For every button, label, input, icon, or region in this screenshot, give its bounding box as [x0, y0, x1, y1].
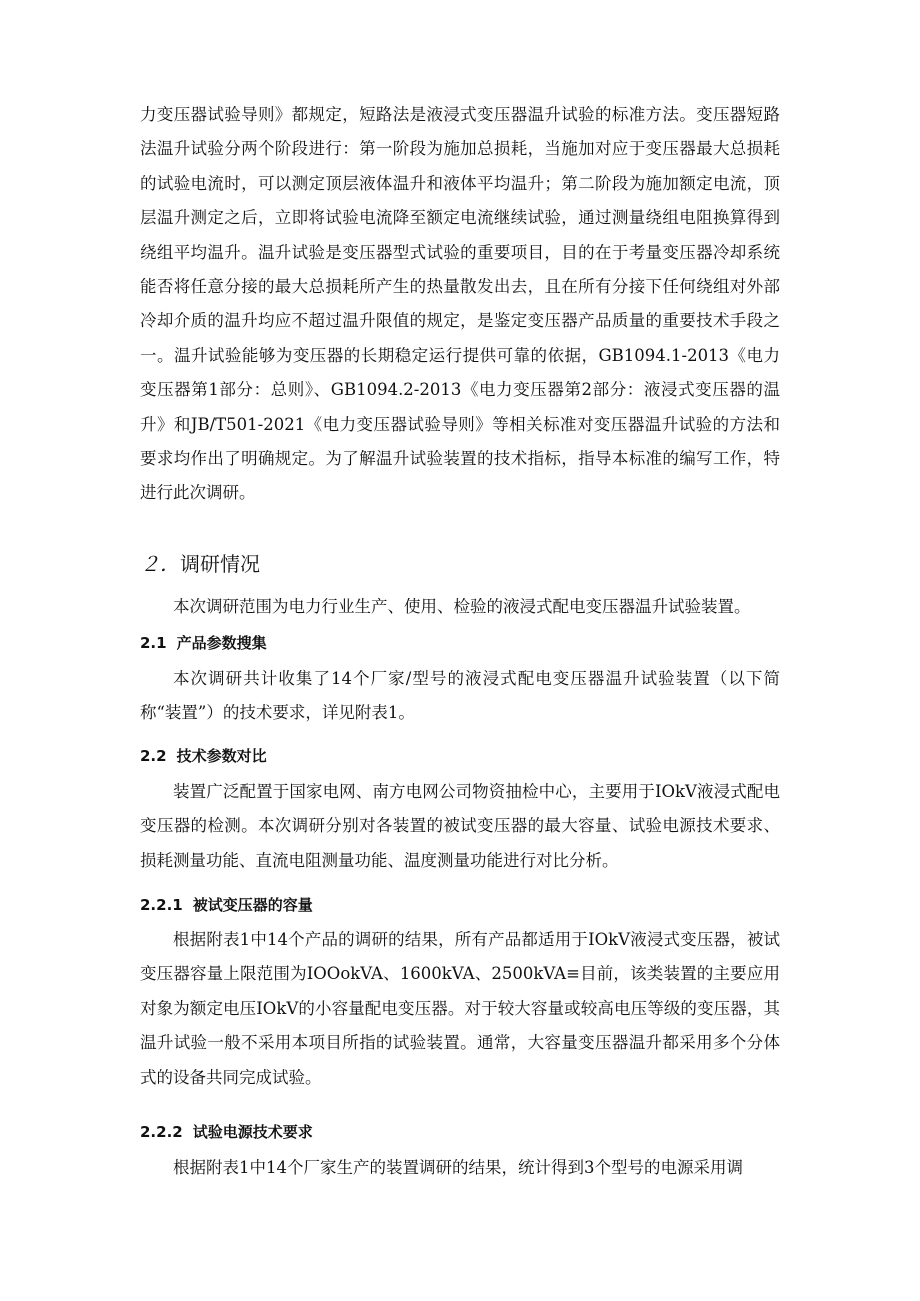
section-2-2-2-number: 2.2.2: [140, 1123, 183, 1141]
section-2-2-number: 2.2: [140, 747, 167, 765]
section-2-2-1-number: 2.2.1: [140, 896, 183, 914]
survey-scope-paragraph: 本次调研范围为电力行业生产、使用、检验的液浸式配电变压器温升试验装置。: [173, 597, 751, 616]
section-2-number: ２．: [140, 552, 180, 576]
section-2-2-2-paragraph: 根据附表1中14个厂家生产的装置调研的结果，统计得到3个型号的电源采用调: [173, 1158, 743, 1177]
section-2-2-title: 技术参数对比: [176, 747, 267, 765]
section-2-2-1-paragraph: 根据附表1中14个产品的调研的结果，所有产品都适用于IOkV液浸式变压器，被试变压器容量上限范围为IOOokVA、1600kVA、2500kVA≡目前，该类装置的主要应用对象为额定电压IOkV的小容量配电变压器。对于较大容量或较高电压等级的变压器，其温升试验一般不采用本项目所指的试验装置。通常，大容量变压器温升都采用多个分体式的设备共同完成试验。: [140, 930, 780, 1087]
section-2-2-1-heading: [140, 890, 313, 920]
section-2-2-heading: [140, 741, 267, 771]
section-2-2-paragraph: 装置广泛配置于国家电网、南方电网公司物资抽检中心，主要用于IOkV液浸式配电变压器的检测。本次调研分别对各装置的被试变压器的最大容量、试验电源技术要求、损耗测量功能、直流电阻测量功能、温度测量功能进行对比分析。: [140, 782, 780, 870]
section-2-1-title: 产品参数搜集: [176, 634, 267, 652]
section-2-1-heading: [140, 628, 267, 658]
section-2-2-2-heading: [140, 1117, 313, 1147]
section-2-heading: [140, 548, 260, 580]
intro-paragraph: 力变压器试验导则》都规定，短路法是液浸式变压器温升试验的标准方法。变压器短路法温升试验分两个阶段进行：第一阶段为施加总损耗，当施加对应于变压器最大总损耗的试验电流时，可以测定顶层液体温升和液体平均温升；第二阶段为施加额定电流，顶层温升测定之后，立即将试验电流降至额定电流继续试验，通过测量绕组电阻换算得到绕组平均温升。温升试验是变压器型式试验的重要项目，目的在于考量变压器冷却系统能否将任意分接的最大总损耗所产生的热量散发出去，且在所有分接下任何绕组对外部冷却介质的温升均应不超过温升限值的规定，是鉴定变压器产品质量的重要技术手段之一。温升试验能够为变压器的长期稳定运行提供可靠的依据，GB1094.1-2013《电力变压器第1部分：总则》、GB1094.2-2013《电力变压器第2部分：液浸式变压器的温升》和JB/T501-2021《电力变压器试验导则》等相关标准对变压器温升试验的方法和要求均作出了明确规定。为了解温升试验装置的技术指标，指导本标准的编写工作，特进行此次调研。: [140, 105, 780, 503]
section-2-2-2-title: 试验电源技术要求: [192, 1123, 313, 1141]
section-2-2-1-title: 被试变压器的容量: [192, 896, 313, 914]
section-2-title: 调研情况: [180, 552, 260, 576]
section-2-1-paragraph: 本次调研共计收集了14个厂家/型号的液浸式配电变压器温升试验装置（以下简称“装置”）的技术要求，详见附表1。: [140, 669, 780, 723]
section-2-1-number: 2.1: [140, 634, 167, 652]
